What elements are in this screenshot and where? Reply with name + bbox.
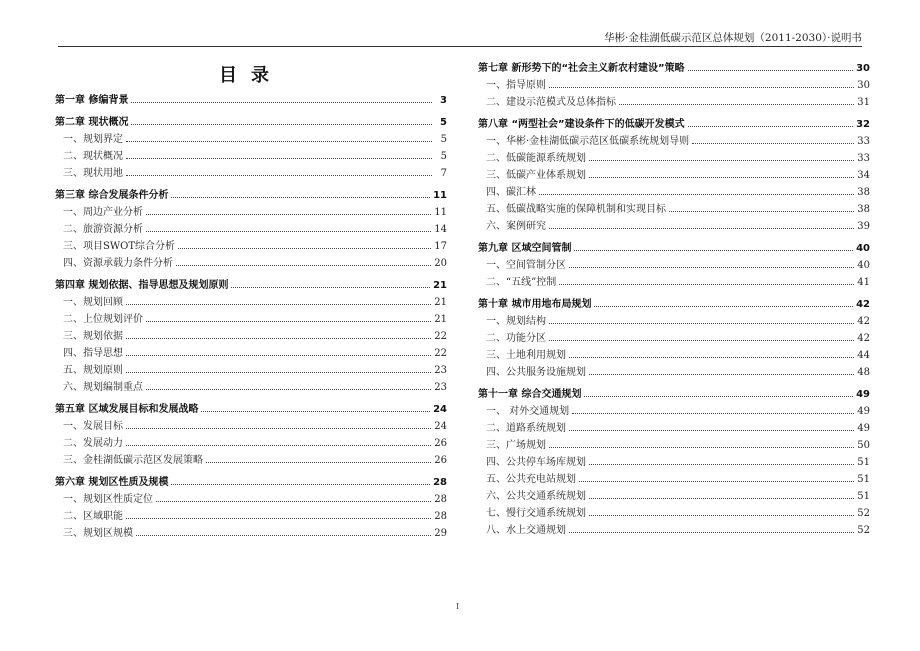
toc-column-left (55, 60, 447, 542)
toc-entry-page: 24 (433, 404, 447, 415)
toc-entry-page: 24 (434, 421, 447, 432)
toc-entry-page: 44 (857, 350, 870, 361)
toc-leader-dots (539, 185, 854, 195)
toc-entry-label: 一、空间管制分区 (486, 260, 566, 271)
toc-entry-label: 二、区域职能 (63, 511, 123, 522)
toc-leader-dots (688, 61, 853, 71)
toc-entry-page: 5 (440, 151, 447, 162)
toc-entry-label: 第三章 综合发展条件分析 (55, 190, 169, 201)
toc-leader-dots (231, 278, 430, 288)
toc-chapter-entry[interactable] (55, 187, 447, 204)
toc-entry-label: 六、案例研究 (486, 221, 546, 232)
toc-entry-page: 38 (857, 204, 870, 215)
toc-section-entry[interactable] (478, 471, 870, 488)
toc-entry-page: 3 (440, 95, 447, 106)
toc-section-entry[interactable] (55, 452, 447, 469)
toc-chapter-entry[interactable] (478, 296, 870, 313)
toc-leader-dots (206, 453, 431, 463)
toc-leader-dots (156, 492, 431, 502)
toc-leader-dots (126, 295, 431, 305)
toc-entry-page: 34 (857, 170, 870, 181)
toc-entry-page: 30 (856, 63, 870, 74)
toc-entry-label: 第六章 规划区性质及规模 (55, 477, 169, 488)
toc-entry-page: 26 (434, 438, 447, 449)
toc-entry-label: 五、规划原则 (63, 365, 123, 376)
toc-leader-dots (569, 523, 854, 533)
toc-entry-label: 二、功能分区 (486, 333, 546, 344)
toc-entry-label: 二、旅游资源分析 (63, 224, 143, 235)
toc-entry-page: 23 (434, 365, 447, 376)
toc-entry-label: 三、规划区规模 (63, 528, 133, 539)
toc-section-entry[interactable] (55, 418, 447, 435)
toc-leader-dots (136, 526, 431, 536)
toc-entry-label: 五、公共充电站规划 (486, 474, 576, 485)
toc-chapter-entry[interactable] (478, 386, 870, 403)
toc-leader-dots (692, 134, 854, 144)
toc-leader-dots (178, 239, 431, 249)
toc-leader-dots (584, 387, 853, 397)
toc-leader-dots (126, 166, 432, 176)
toc-leader-dots (669, 202, 854, 212)
toc-entry-label: 四、公共停车场库规划 (486, 457, 586, 468)
toc-section-entry[interactable] (55, 204, 447, 221)
toc-leader-dots (589, 168, 854, 178)
toc-entry-label: 三、土地利用规划 (486, 350, 566, 361)
toc-entry-label: 二、现状概况 (63, 151, 123, 162)
toc-leader-dots (201, 402, 430, 412)
toc-leader-dots (126, 419, 431, 429)
toc-chapter-entry[interactable] (55, 401, 447, 418)
toc-section-entry[interactable] (478, 505, 870, 522)
toc-leader-dots (569, 421, 854, 431)
toc-leader-dots (126, 149, 432, 159)
toc-entry-page: 40 (857, 260, 870, 271)
toc-entry-label: 一、规划结构 (486, 316, 546, 327)
toc-section-entry[interactable] (478, 184, 870, 201)
toc-leader-dots (146, 205, 431, 215)
toc-entry-page: 22 (434, 348, 447, 359)
toc-entry-page: 31 (857, 97, 870, 108)
toc-entry-page: 11 (434, 207, 447, 218)
toc-entry-label: 第五章 区域发展目标和发展战略 (55, 404, 199, 415)
toc-entry-label: 四、指导思想 (63, 348, 123, 359)
toc-leader-dots (589, 506, 854, 516)
page-number: I (456, 602, 460, 611)
toc-entry-page: 28 (434, 494, 447, 505)
toc-leader-dots (589, 489, 854, 499)
toc-entry-label: 四、公共服务设施规划 (486, 367, 586, 378)
toc-entry-page: 5 (440, 134, 447, 145)
toc-entry-page: 50 (857, 440, 870, 451)
toc-leader-dots (559, 275, 854, 285)
toc-leader-dots (549, 438, 854, 448)
toc-leader-dots (574, 241, 853, 251)
toc-entry-label: 七、慢行交通系统规划 (486, 508, 586, 519)
toc-section-entry[interactable] (478, 420, 870, 437)
toc-leader-dots (126, 509, 431, 519)
toc-leader-dots (131, 93, 432, 103)
toc-leader-dots (171, 475, 430, 485)
toc-leader-dots (589, 151, 854, 161)
toc-entry-label: 二、低碳能源系统规划 (486, 153, 586, 164)
toc-leader-dots (619, 95, 854, 105)
toc-entry-label: 第一章 修编背景 (55, 95, 129, 106)
toc-leader-dots (131, 115, 432, 125)
toc-entry-page: 39 (857, 221, 870, 232)
toc-entry-label: 三、低碳产业体系规划 (486, 170, 586, 181)
toc-entry-label: 一、指导原则 (486, 80, 546, 91)
toc-entry-page: 7 (440, 168, 447, 179)
toc-entry-label: 一、周边产业分析 (63, 207, 143, 218)
toc-entry-page: 28 (434, 511, 447, 522)
toc-entry-page: 52 (857, 508, 870, 519)
toc-section-entry[interactable] (478, 488, 870, 505)
toc-entry-page: 49 (856, 389, 870, 400)
toc-entry-page: 33 (857, 136, 870, 147)
toc-leader-dots (569, 258, 854, 268)
toc-leader-dots (549, 331, 854, 341)
toc-leader-dots (569, 348, 854, 358)
toc-entry-page: 28 (433, 477, 447, 488)
header-rule (58, 46, 862, 47)
toc-section-entry[interactable] (478, 454, 870, 471)
toc-entry-page: 51 (857, 491, 870, 502)
toc-entry-label: 二、上位规划评价 (63, 314, 143, 325)
toc-section-entry[interactable] (478, 77, 870, 94)
toc-section-entry[interactable] (55, 255, 447, 272)
toc-leader-dots (126, 132, 432, 142)
toc-entry-label: 五、低碳战略实施的保障机制和实现目标 (486, 204, 666, 215)
toc-list-right (478, 60, 870, 539)
toc-chapter-entry[interactable] (55, 277, 447, 294)
toc-column-right (478, 60, 870, 539)
toc-leader-dots (579, 472, 854, 482)
toc-chapter-entry[interactable] (478, 240, 870, 257)
toc-section-entry[interactable] (478, 364, 870, 381)
toc-entry-page: 32 (856, 119, 870, 130)
toc-entry-label: 一、规划回顾 (63, 297, 123, 308)
toc-entry-page: 21 (434, 314, 447, 325)
toc-entry-page: 52 (857, 525, 870, 536)
toc-leader-dots (589, 365, 854, 375)
toc-leader-dots (126, 436, 431, 446)
toc-entry-label: 二、“五线”控制 (486, 277, 557, 288)
toc-section-entry[interactable] (55, 238, 447, 255)
toc-entry-label: 六、公共交通系统规划 (486, 491, 586, 502)
toc-section-entry[interactable] (478, 313, 870, 330)
toc-leader-dots (594, 297, 853, 307)
toc-section-entry[interactable] (55, 148, 447, 165)
toc-entry-page: 41 (857, 277, 870, 288)
toc-chapter-entry[interactable] (478, 60, 870, 77)
toc-leader-dots (126, 329, 431, 339)
toc-section-entry[interactable] (478, 403, 870, 420)
toc-section-entry[interactable] (55, 508, 447, 525)
toc-entry-page: 22 (434, 331, 447, 342)
toc-section-entry[interactable] (55, 221, 447, 238)
toc-entry-label: 四、资源承载力条件分析 (63, 258, 173, 269)
toc-section-entry[interactable] (478, 150, 870, 167)
toc-leader-dots (126, 363, 431, 373)
toc-entry-label: 一、华彬·金桂湖低碳示范区低碳系统规划导则 (486, 136, 690, 147)
toc-entry-page: 30 (857, 80, 870, 91)
toc-entry-page: 40 (856, 243, 870, 254)
toc-section-entry[interactable] (478, 437, 870, 454)
toc-leader-dots (126, 346, 431, 356)
toc-section-entry[interactable] (478, 274, 870, 291)
toc-section-entry[interactable] (478, 167, 870, 184)
toc-entry-page: 26 (434, 455, 447, 466)
toc-entry-page: 51 (857, 457, 870, 468)
toc-entry-label: 八、水上交通规划 (486, 525, 566, 536)
toc-section-entry[interactable] (478, 94, 870, 111)
toc-leader-dots (176, 256, 431, 266)
toc-entry-page: 49 (857, 423, 870, 434)
toc-entry-page: 49 (857, 406, 870, 417)
toc-chapter-entry[interactable] (55, 114, 447, 131)
toc-section-entry[interactable] (478, 133, 870, 150)
toc-entry-label: 六、规划编制重点 (63, 382, 143, 393)
toc-section-entry[interactable] (55, 345, 447, 362)
toc-entry-label: 二、建设示范模式及总体指标 (486, 97, 616, 108)
toc-section-entry[interactable] (55, 362, 447, 379)
toc-section-entry[interactable] (55, 311, 447, 328)
toc-entry-page: 5 (440, 117, 447, 128)
running-header: 华彬·金桂湖低碳示范区总体规划（2011-2030）·说明书 (604, 32, 862, 44)
toc-list-left (55, 92, 447, 542)
toc-entry-label: 一、发展目标 (63, 421, 123, 432)
toc-entry-page: 21 (434, 297, 447, 308)
toc-entry-label: 第二章 现状概况 (55, 117, 129, 128)
toc-section-entry[interactable] (478, 201, 870, 218)
toc-entry-label: 第八章 “两型社会”建设条件下的低碳开发模式 (478, 119, 685, 130)
toc-leader-dots (146, 222, 431, 232)
toc-section-entry[interactable] (55, 435, 447, 452)
toc-section-entry[interactable] (55, 328, 447, 345)
toc-section-entry[interactable] (55, 294, 447, 311)
toc-entry-label: 四、碳汇林 (486, 187, 536, 198)
toc-entry-label: 三、现状用地 (63, 168, 123, 179)
toc-entry-label: 一、规划界定 (63, 134, 123, 145)
toc-entry-label: 一、规划区性质定位 (63, 494, 153, 505)
toc-chapter-entry[interactable] (55, 474, 447, 491)
toc-leader-dots (572, 404, 854, 414)
toc-section-entry[interactable] (55, 525, 447, 542)
toc-entry-page: 33 (857, 153, 870, 164)
toc-entry-page: 29 (434, 528, 447, 539)
toc-entry-label: 第十一章 综合交通规划 (478, 389, 582, 400)
toc-entry-label: 第七章 新形势下的“社会主义新农村建设”策略 (478, 63, 685, 74)
toc-leader-dots (146, 380, 431, 390)
toc-section-entry[interactable] (55, 165, 447, 182)
toc-entry-page: 48 (857, 367, 870, 378)
toc-entry-page: 17 (434, 241, 447, 252)
toc-chapter-entry[interactable] (478, 116, 870, 133)
toc-entry-label: 三、金桂湖低碳示范区发展策略 (63, 455, 203, 466)
toc-entry-page: 14 (434, 224, 447, 235)
toc-leader-dots (549, 219, 854, 229)
toc-leader-dots (549, 314, 854, 324)
toc-chapter-entry[interactable] (55, 92, 447, 109)
toc-section-entry[interactable] (478, 218, 870, 235)
toc-entry-page: 20 (434, 258, 447, 269)
toc-entry-label: 二、发展动力 (63, 438, 123, 449)
toc-entry-page: 42 (856, 299, 870, 310)
toc-entry-label: 第十章 城市用地布局规划 (478, 299, 592, 310)
toc-section-entry[interactable] (478, 347, 870, 364)
toc-section-entry[interactable] (478, 257, 870, 274)
toc-entry-label: 第九章 区域空间管制 (478, 243, 572, 254)
toc-section-entry[interactable] (478, 330, 870, 347)
toc-entry-page: 42 (857, 316, 870, 327)
toc-entry-label: 第四章 规划依据、指导思想及规划原则 (55, 280, 229, 291)
toc-entry-page: 23 (434, 382, 447, 393)
toc-leader-dots (171, 188, 430, 198)
toc-leader-dots (146, 312, 431, 322)
toc-entry-page: 51 (857, 474, 870, 485)
toc-entry-label: 三、广场规划 (486, 440, 546, 451)
toc-entry-page: 21 (433, 280, 447, 291)
toc-leader-dots (688, 117, 853, 127)
toc-section-entry[interactable] (55, 379, 447, 396)
toc-entry-label: 二、道路系统规划 (486, 423, 566, 434)
toc-entry-page: 42 (857, 333, 870, 344)
toc-leader-dots (549, 78, 854, 88)
toc-leader-dots (589, 455, 854, 465)
toc-section-entry[interactable] (478, 522, 870, 539)
toc-entry-label: 一、 对外交通规划 (486, 406, 570, 417)
toc-entry-label: 三、规划依据 (63, 331, 123, 342)
toc-section-entry[interactable] (55, 491, 447, 508)
toc-entry-label: 三、项目SWOT综合分析 (63, 241, 175, 252)
toc-entry-page: 38 (857, 187, 870, 198)
toc-section-entry[interactable] (55, 131, 447, 148)
toc-entry-page: 11 (433, 190, 447, 201)
toc-title: 目录 (219, 65, 283, 86)
